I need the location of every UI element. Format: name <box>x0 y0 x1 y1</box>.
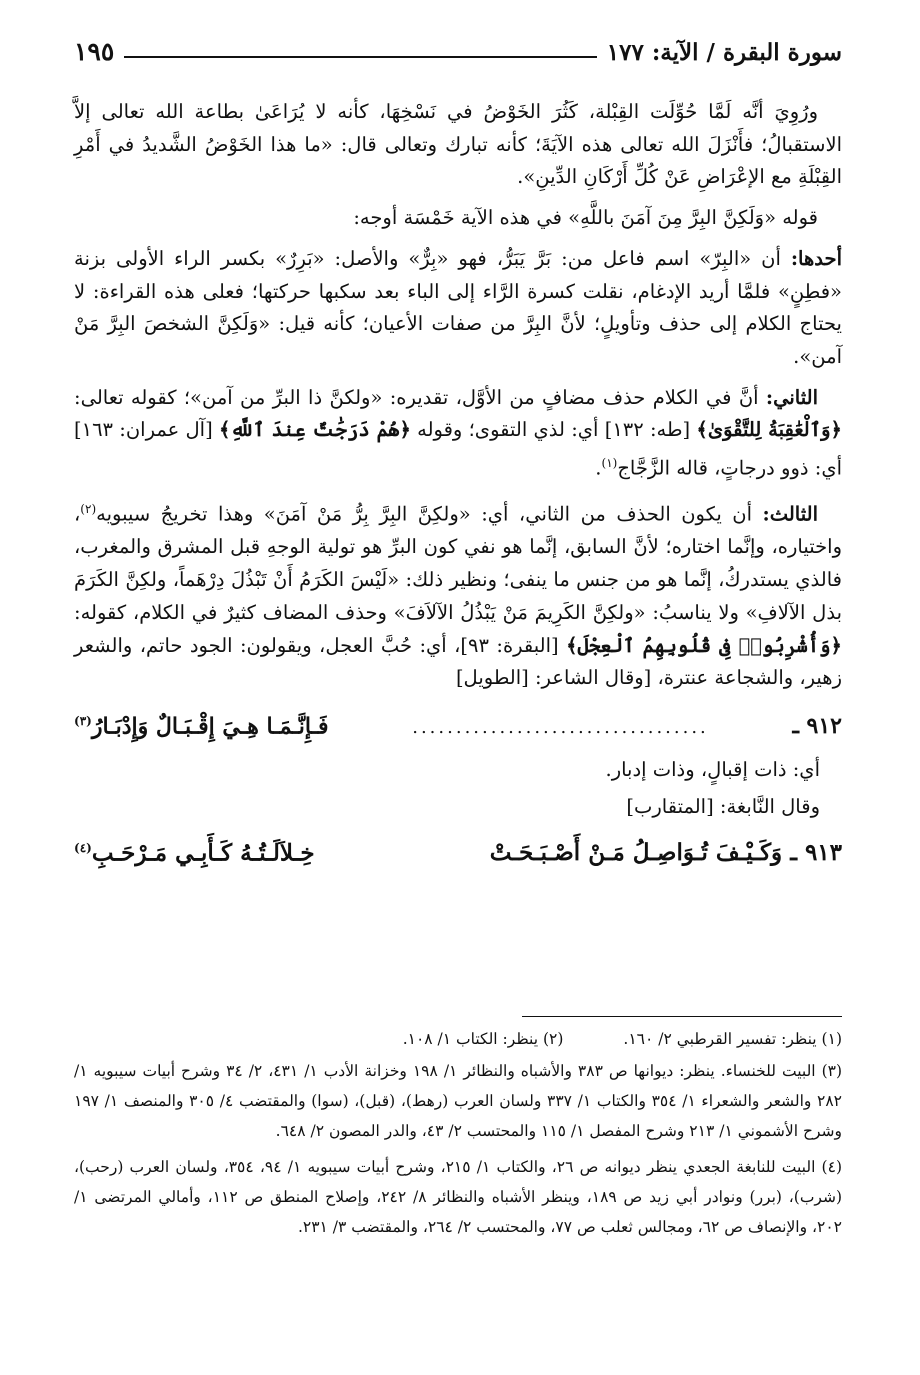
page-header <box>74 36 842 66</box>
aspect-text: [طه: ١٣٢] أي: لذي التقوى؛ وقوله <box>410 418 697 442</box>
header-rule <box>124 56 596 58</box>
quran-quote: ﴿هُمْ دَرَجَٰتٌ عِندَ ٱللَّهِ﴾ <box>218 418 411 442</box>
verse-hemistich: فَـإِنَّـمَـا هِـيَ إِقْـبَـالٌ وَإِدْبَـارُ$^{(٣)}$ <box>74 713 329 740</box>
page-number: ١٩٥ <box>74 37 115 66</box>
poetry-verse-912 <box>74 703 842 746</box>
aspect-text: أنَّ في الكلام حذف مضافٍ من الأوَّل، تقديره: «ولكنَّ ذا البرِّ من آمن»؛ كقوله تعالى: <box>74 385 766 409</box>
aspect-label: الثالث: <box>762 502 818 526</box>
footnote-1: (١) ينظر: تفسير القرطبي ٢/ ١٦٠. <box>623 1030 842 1048</box>
footnote-ref[interactable]: (٢) <box>80 502 97 517</box>
paragraph-second-aspect: الثاني: أنَّ في الكلام حذف مضافٍ من الأوَّل، تقديره: «ولكنَّ ذا البرِّ من آمن»؛ كقوله تعالى: ﴿وَٱلْعَٰقِبَةُ لِلتَّقْوَىٰ﴾ [طه: ١٣٢] أي: لذي التقوى؛ وقوله ﴿هُمْ دَرَجَٰتٌ عِندَ ٱللَّهِ﴾ [آل عمران: ١٦٣] أي: ذوو درجاتٍ، قاله الزَّجَّاج$^{(١)}$. <box>74 385 842 480</box>
quran-quote: ﴿وَٱلْعَٰقِبَةُ لِلتَّقْوَىٰ﴾ <box>696 418 842 442</box>
aspect-text: أن يكون الحذف من الثاني، أي: «ولكِنَّ البِرَّ بِرُّ مَنْ آمَنَ» وهذا تخريجُ سيبويه <box>96 502 763 526</box>
main-text <box>74 96 842 879</box>
footnote-4: (٤) البيت للنابغة الجعدي ينظر ديوانه ص ٢٦، والكتاب ١/ ٢١٥، وشرح أبيات سيبويه ١/ ٩٤، ٣٥٤، ولسان العرب (رحب)، (شرب)، (برر) ونوادر أبي زيد ص ١٨٩، وينظر الأشباه والنظائر ٨/ ٢٤٢، وإصلاح المنطق ص ١١٢، وأمالي المرتضى ١/ ٢٠٢، والإنصاف ص ٦٢، ومجالس ثعلب ص ٧٧، والمحتسب ٢/ ٢٦٤، والمقتضب ٣/ ٢٣١. <box>74 1158 843 1236</box>
aspect-text: أن «البِرّ» اسم فاعل من: بَرَّ يَبَرُّ، فهو «بِرٌّ» والأصل: «بَرِرٌ» بكسر الراء الأولى بزنة «فطِنٍ» فلمَّا أريد الإدغام، نقلت كسرة الرَّاء إلى الباء بعد سكبها حركتها؛ فعلى هذه القراءة: لا يحتاج الكلام إلى حذف وتأويلٍ؛ لأنَّ البِرَّ من صفات الأعيان؛ كأنه قيل: «وَلَكِنَّ الشخصَ البِرَّ مَنْ آمن». <box>74 246 842 368</box>
aspect-label: الثاني: <box>765 385 818 409</box>
verse-hemistich-2: خِـلاَلَـتُـهُ كَـأَبِـي مَـرْحَـبِ$^{(٤)}$ <box>74 839 315 867</box>
verse-number: ٩١٣ ـ وَكَـيْـفَ تُـوَاصِـلُ مَـنْ أَصْـبَـحَـتْ <box>489 839 842 867</box>
paragraph-first-aspect <box>74 243 842 374</box>
aspect-text: ، واختياره، وإنَّما اختاره؛ لأنَّ السابق، إنَّما هو نفي كون البرِّ هو تولية الوجهِ قبل المشرق والمغرب، فالذي يستدركُ، إنَّما هو من جنس ما ينفى؛ ونظير ذلك: «لَيْسَ الكَرَمُ أَنْ تَبْذُلَ دِرْهَماً، ولكِنَّ الكَرَمَ بذل الآلافِ» ولا يناسبُ: «ولكِنَّ الكَرِيمَ مَنْ يَبْذُلُ الآلاَفَ» وحذف المضاف كثيرٌ في الكلام، كقوله: <box>74 502 842 624</box>
footnote-row <box>74 1024 842 1054</box>
footnotes <box>74 1024 842 1248</box>
verse-explanation: أي: ذات إقبالٍ، وذات إدبار. <box>605 758 820 782</box>
footnote-3: (٣) البيت للخنساء. ينظر: ديوانها ص ٣٨٣ والأشباه والنظائر ١/ ١٩٨ وخزانة الأدب ١/ ٤٣١، ٢/ ٣٤ وشرح أبيات سيبويه ١/ ٢٨٢ والشعر والشعراء ١/ ٣٥٤ والكتاب ١/ ٣٣٧ ولسان العرب (رهط)، (قبل)، (سوا) والمقتضب ٤/ ٣٠٥ والمنصف ١/ ١٩٧ وشرح الأشموني ١/ ٢١٣ وشرح المفصل ١/ ١١٥ والمحتسب ٢/ ٤٣، والدر المصون ٢/ ٦٤٨. <box>74 1062 843 1140</box>
verse-ellipsis: .................................. <box>412 717 709 739</box>
paragraph-1: ورُوِيَ أنَّه لَمَّا حُوِّلَت القِبْلة، كَثُرَ الخَوْضُ في نَسْخِهَا، كأنه لا يُرَاعَىٰ بطاعة الله تعالى إلاَّ الاستقبالُ؛ فأَنْزَلَ الله تعالى هذه الآيَةَ؛ كأنه تبارك وتعالى قال: «ما هذا الخَوْضُ الشَّديدُ في أَمْرِ القِبْلَةِ مع الإعْرَاضِ عَنْ كُلِّ أَرْكَانِ الدِّينِ». <box>74 100 842 189</box>
poet-intro: وقال النَّابغة: [المتقارب] <box>626 794 820 818</box>
footnote-divider <box>522 1016 842 1017</box>
aspect-text: [آل عمران: ١٦٣] أي: ذوو درجاتٍ، قاله الزَّجَّاج <box>74 418 842 480</box>
paragraph-2: قوله «وَلَكِنَّ البِرَّ مِنَ آمَنَ باللَّهِ» في هذه الآية خَمْسَة أوجه: <box>353 206 818 230</box>
running-title: سورة البقرة / الآية: ١٧٧ <box>606 39 842 66</box>
verse-number: ٩١٢ ـ <box>792 713 842 740</box>
verse-hemistich-1: وَكَـيْـفَ تُـوَاصِـلُ مَـنْ أَصْـبَـحَـتْ <box>489 839 783 867</box>
footnote-ref[interactable]: (٣) <box>74 713 92 728</box>
poetry-verse-913 <box>74 830 842 872</box>
footnote-ref[interactable]: (١) <box>601 456 618 471</box>
footnote-2: (٢) ينظر: الكتاب ١/ ١٠٨. <box>402 1030 564 1048</box>
footnote-ref[interactable]: (٤) <box>74 840 92 855</box>
aspect-label: أحدها: <box>790 246 842 270</box>
paragraph-third-aspect <box>74 493 842 695</box>
aspect-text: [البقرة: ٩٣]، أي: حُبَّ العجل، ويقولون: الجود حاتم، والشعر زهير، والشجاعة عنترة، [وقال الشاعر: [الطويل] <box>74 633 842 690</box>
quran-quote: ﴿وَأُشْرِبُوا۟ فِى قُلُوبِهِمُ ٱلْعِجْلَ﴾ <box>566 633 842 657</box>
